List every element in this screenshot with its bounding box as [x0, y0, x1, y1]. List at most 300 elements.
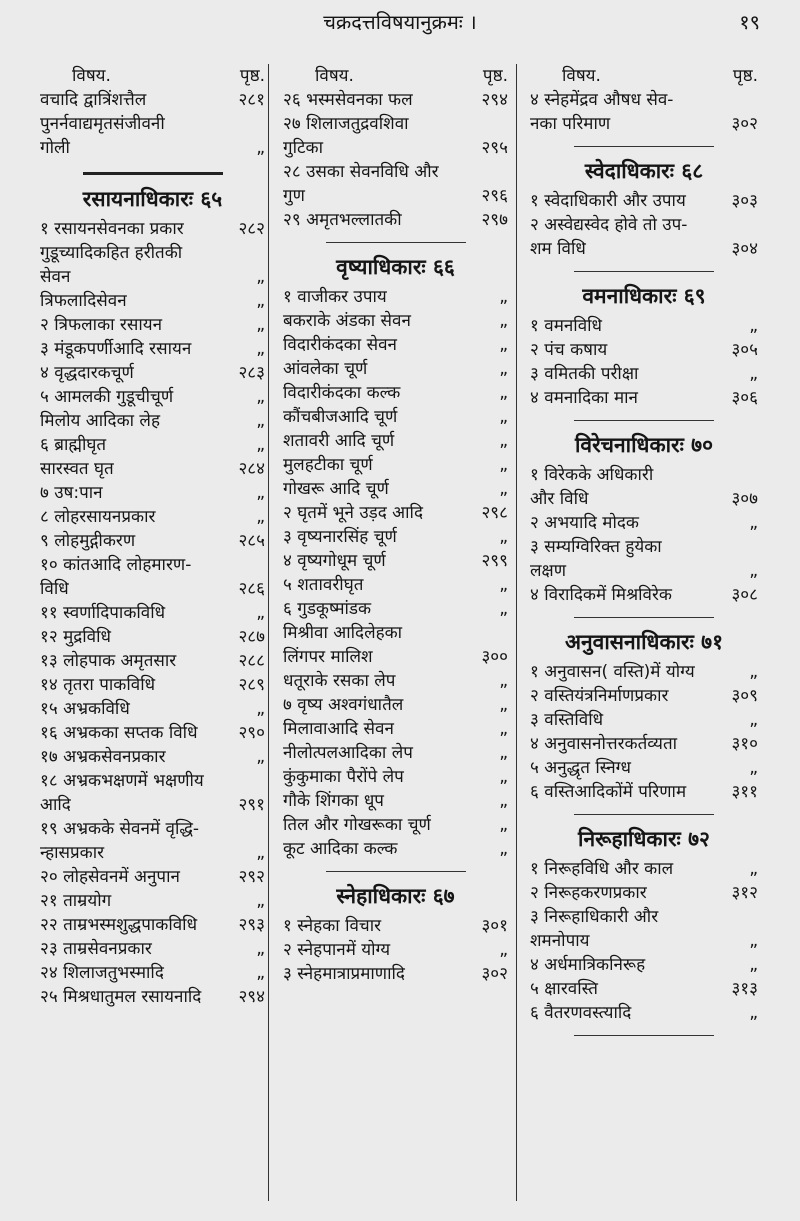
toc-entry	[530, 660, 758, 684]
entry-label: ३ मंडूकपर्णीआदि रसायन	[40, 339, 192, 359]
toc-entry	[530, 189, 758, 213]
toc-entry	[530, 463, 758, 487]
entry-label: लिंगपर मालिश	[283, 647, 373, 667]
column-3	[530, 64, 758, 1046]
entry-label: २३ ताम्रसेवनप्रकार	[40, 939, 152, 959]
entry-page: „	[256, 291, 265, 311]
section-rule	[326, 871, 466, 872]
toc-entry	[530, 112, 758, 136]
toc-entry	[283, 938, 508, 962]
section-rule	[326, 242, 466, 243]
entry-page: „	[499, 743, 508, 763]
entry-page: ३०६	[731, 388, 758, 408]
entry-label: ५ आमलकी गुडूचीचूर्ण	[40, 387, 174, 407]
entry-page: „	[499, 575, 508, 595]
entry-label: मिलावाआदि सेवन	[283, 719, 394, 739]
entry-page: „	[749, 316, 758, 336]
entry-list	[530, 88, 758, 136]
entry-page: „	[256, 435, 265, 455]
entry-page: „	[499, 311, 508, 331]
entry-label: २ घृतमें भूने उड़द आदि	[283, 503, 423, 523]
toc-entry	[283, 477, 508, 501]
entry-page: ३०२	[481, 964, 508, 984]
entry-page: „	[499, 940, 508, 960]
toc-entry	[283, 962, 508, 986]
entry-page: २९६	[481, 186, 508, 206]
entry-label: २५ मिश्रधातुमल रसायनादि	[40, 987, 202, 1007]
entry-label: १ अनुवासन( वस्ति)में योग्य	[530, 662, 695, 682]
toc-entry	[283, 597, 508, 621]
entry-page: ३०४	[731, 239, 758, 259]
entry-page: „	[256, 603, 265, 623]
toc-entry	[530, 977, 758, 1001]
toc-entry	[283, 813, 508, 837]
column-head	[40, 64, 265, 88]
column-head-page: पृष्ठ.	[239, 66, 265, 86]
entry-page: २९४	[481, 90, 508, 110]
entry-page: „	[499, 335, 508, 355]
entry-list	[530, 463, 758, 607]
entry-page: „	[499, 695, 508, 715]
column-1	[40, 64, 265, 1009]
entry-label: धतूराके रसका लेप	[283, 671, 396, 691]
entry-label: ७ उष:पान	[40, 483, 103, 503]
toc-entry	[283, 184, 508, 208]
entry-list	[530, 660, 758, 804]
entry-label: शमनोपाय	[530, 931, 590, 951]
entry-page: ३००	[481, 647, 508, 667]
toc-entry	[283, 717, 508, 741]
entry-page: „	[499, 671, 508, 691]
entry-label: १७ अभ्रकसेवनप्रकार	[40, 747, 166, 767]
entry-label: १५ अभ्रकविधि	[40, 699, 130, 719]
entry-list	[40, 88, 265, 160]
toc-entry	[40, 505, 265, 529]
entry-label: गुण	[283, 186, 305, 206]
entry-label: ३ निरूहाधिकारी और	[530, 907, 659, 927]
entry-label: २ पंच कषाय	[530, 340, 608, 360]
entry-label: ३ वमितकी परीक्षा	[530, 364, 639, 384]
toc-entry	[530, 881, 758, 905]
entry-label: २ त्रिफलाका रसायन	[40, 315, 163, 335]
toc-entry	[283, 573, 508, 597]
toc-entry	[530, 511, 758, 535]
toc-entry	[40, 601, 265, 625]
entry-page: „	[749, 513, 758, 533]
entry-page: „	[749, 1003, 758, 1023]
toc-entry	[40, 721, 265, 745]
entry-label: वचादि द्वात्रिंशत्तैल	[40, 90, 147, 110]
entry-page: २८७	[238, 627, 265, 647]
entry-label: ५ अनुद्धृत स्निग्ध	[530, 758, 631, 778]
entry-page: „	[256, 843, 265, 863]
entry-label: १ स्वेदाधिकारी और उपाय	[530, 191, 686, 211]
entry-label: बकराके अंडका सेवन	[283, 311, 411, 331]
toc-entry	[530, 88, 758, 112]
toc-entry	[283, 693, 508, 717]
toc-entry	[530, 362, 758, 386]
toc-entry	[530, 338, 758, 362]
section-rule	[574, 617, 714, 618]
entry-page: „	[499, 791, 508, 811]
entry-label: १० कांतआदि लोहमारण-	[40, 555, 192, 575]
entry-label: २ स्नेहपानमें योग्य	[283, 940, 391, 960]
column-divider	[516, 64, 517, 1201]
entry-label: ३ वृष्यनारसिंह चूर्ण	[283, 527, 397, 547]
entry-page: २८२	[238, 219, 265, 239]
entry-list	[530, 857, 758, 1025]
entry-label: शम विधि	[530, 239, 586, 259]
toc-entry	[283, 405, 508, 429]
entry-label: २८ उसका सेवनविधि और	[283, 162, 439, 182]
entry-page: २९५	[481, 138, 508, 158]
toc-entry	[283, 669, 508, 693]
entry-page: „	[499, 407, 508, 427]
toc-entry	[40, 241, 265, 265]
toc-entry	[40, 625, 265, 649]
entry-label: सेवन	[40, 267, 71, 287]
toc-entry	[283, 645, 508, 669]
toc-entry	[530, 905, 758, 929]
section-rule	[574, 420, 714, 421]
toc-entry	[530, 213, 758, 237]
entry-page: ३०५	[731, 340, 758, 360]
chapter-title: स्नेहाधिकारः ६७	[336, 884, 455, 908]
toc-entry	[530, 857, 758, 881]
section-rule	[574, 271, 714, 272]
entry-label: ३ वस्तिविधि	[530, 710, 604, 730]
entry-label: २४ शिलाजतुभस्मादि	[40, 963, 164, 983]
entry-label: ६ गुडकूष्मांडक	[283, 599, 372, 619]
entry-label: १३ लोहपाक अमृतसार	[40, 651, 177, 671]
toc-entry	[40, 217, 265, 241]
entry-page: „	[256, 891, 265, 911]
entry-label: आंवलेका चूर्ण	[283, 359, 368, 379]
toc-entry	[283, 285, 508, 309]
entry-label: ३ सम्यग्विरिक्त हुयेका	[530, 537, 662, 557]
section-rule	[574, 146, 714, 147]
toc-entry	[530, 535, 758, 559]
entry-label: विधि	[40, 579, 69, 599]
toc-entry	[40, 481, 265, 505]
column-head-subject: विषय.	[72, 66, 111, 86]
entry-label: ६ वैतरणवस्त्यादि	[530, 1003, 632, 1023]
entry-label: नीलोत्पलआदिका लेप	[283, 743, 413, 763]
toc-entry	[530, 953, 758, 977]
entry-page: „	[256, 507, 265, 527]
chapter-list	[530, 146, 758, 1036]
entry-label: ४ स्नेहमेंद्रव औषध सेव-	[530, 90, 674, 110]
entry-page: „	[749, 662, 758, 682]
entry-label: १२ मुद्रविधि	[40, 627, 111, 647]
toc-entry	[530, 756, 758, 780]
toc-entry	[40, 673, 265, 697]
chapter-title: अनुवासनाधिकारः ७१	[564, 630, 723, 654]
toc-entry	[40, 937, 265, 961]
entry-label: ३ स्नेहमात्राप्रमाणादि	[283, 964, 405, 984]
entry-page: „	[749, 931, 758, 951]
toc-entry	[530, 1001, 758, 1025]
entry-page: २८५	[238, 531, 265, 551]
toc-entry	[40, 433, 265, 457]
entry-page: „	[256, 138, 265, 158]
entry-label: नका परिमाण	[530, 114, 611, 134]
toc-entry	[283, 429, 508, 453]
toc-entry	[283, 208, 508, 232]
column-head-page: पृष्ठ.	[732, 66, 758, 86]
toc-entry	[40, 409, 265, 433]
entry-label: विदारीकंदका सेवन	[283, 335, 397, 355]
entry-page: „	[749, 955, 758, 975]
entry-label: ४ अर्धमात्रिकनिरूह	[530, 955, 646, 975]
entry-page: „	[499, 599, 508, 619]
entry-page: २९७	[481, 210, 508, 230]
entry-page: ३१०	[731, 734, 758, 754]
toc-entry	[40, 361, 265, 385]
toc-entry	[40, 697, 265, 721]
entry-label: २७ शिलाजतुद्रवशिवा	[283, 114, 409, 134]
toc-entry	[283, 525, 508, 549]
toc-entry	[40, 529, 265, 553]
entry-label: ४ अनुवासनोत्तरकर्तव्यता	[530, 734, 678, 754]
entry-label: ११ स्वर्णादिपाकविधि	[40, 603, 166, 623]
entry-page: ३०९	[731, 686, 758, 706]
entry-label: और विधि	[530, 489, 589, 509]
entry-page: २९०	[238, 723, 265, 743]
entry-page: „	[499, 287, 508, 307]
entry-page: २९३	[238, 915, 265, 935]
toc-entry	[283, 789, 508, 813]
column-head	[283, 64, 508, 88]
entry-label: १ निरूहविधि और काल	[530, 859, 674, 879]
entry-label: कौंचबीजआदि चूर्ण	[283, 407, 398, 427]
entry-label: मिलोय आदिका लेह	[40, 411, 160, 431]
entry-label: शतावरी आदि चूर्ण	[283, 431, 395, 451]
entry-page: ३१२	[731, 883, 758, 903]
entry-label: गौके शिंगका धूप	[283, 791, 384, 811]
toc-entry	[40, 88, 265, 112]
toc-entry	[283, 549, 508, 573]
entry-page: „	[256, 483, 265, 503]
entry-list	[40, 217, 265, 1009]
toc-entry	[530, 583, 758, 607]
entry-page: ३०३	[731, 191, 758, 211]
chapter-title: वृष्याधिकारः ६६	[336, 255, 455, 279]
entry-list	[283, 285, 508, 861]
entry-label: ७ वृष्य अश्वगंधातैल	[283, 695, 404, 715]
entry-page: „	[499, 479, 508, 499]
entry-label: १ वाजीकर उपाय	[283, 287, 387, 307]
entry-label: मिश्रीवा आदिलेहका	[283, 623, 403, 643]
toc-entry	[283, 160, 508, 184]
column-head	[530, 64, 758, 88]
entry-label: २ अस्वेद्यस्वेद होवे तो उप-	[530, 215, 688, 235]
entry-label: गुडूच्यादिकहित हरीतकी	[40, 243, 183, 263]
entry-label: २१ ताम्रयोग	[40, 891, 112, 911]
entry-page: २९९	[481, 551, 508, 571]
toc-entry	[530, 314, 758, 338]
toc-entry	[283, 309, 508, 333]
toc-entry	[530, 487, 758, 511]
entry-page: „	[749, 710, 758, 730]
entry-label: २ अभयादि मोदक	[530, 513, 639, 533]
entry-page: „	[256, 411, 265, 431]
chapter-title: वमनाधिकारः ६९	[582, 284, 706, 308]
entry-page: ३१३	[731, 979, 758, 999]
column-2	[283, 64, 508, 986]
entry-label: २२ ताम्रभस्मशुद्धपाकविधि	[40, 915, 198, 935]
entry-page: „	[499, 359, 508, 379]
column-head-page: पृष्ठ.	[482, 66, 508, 86]
entry-label: १९ अभ्रकके सेवनमें वृद्धि-	[40, 819, 200, 839]
toc-entry	[40, 385, 265, 409]
entry-label: सारस्वत घृत	[40, 459, 114, 479]
toc-entry	[283, 741, 508, 765]
toc-entry	[283, 381, 508, 405]
entry-page: „	[499, 455, 508, 475]
entry-label: ४ विरादिकमें मिश्रविरेक	[530, 585, 672, 605]
entry-page: „	[749, 364, 758, 384]
page-header	[0, 0, 800, 48]
entry-page: २८१	[238, 90, 265, 110]
entry-page: ३११	[731, 782, 758, 802]
entry-label: ८ लोहरसायनप्रकार	[40, 507, 156, 527]
entry-page: „	[256, 339, 265, 359]
entry-page: „	[499, 527, 508, 547]
toc-entry	[283, 357, 508, 381]
toc-entry	[40, 649, 265, 673]
toc-entry	[40, 112, 265, 136]
entry-page: ३०८	[731, 585, 758, 605]
toc-entry	[530, 732, 758, 756]
entry-page: „	[749, 758, 758, 778]
entry-list	[530, 314, 758, 410]
entry-page: २८३	[238, 363, 265, 383]
toc-entry	[40, 745, 265, 769]
toc-entry	[283, 453, 508, 477]
entry-page: „	[256, 267, 265, 287]
entry-page: „	[256, 699, 265, 719]
entry-label: ५ क्षारवस्ति	[530, 979, 598, 999]
entry-label: १४ तृतरा पाकविधि	[40, 675, 156, 695]
entry-label: ६ ब्राह्मीघृत	[40, 435, 107, 455]
entry-label: १६ अभ्रकका सप्तक विधि	[40, 723, 198, 743]
toc-entry	[530, 386, 758, 410]
toc-entry	[40, 793, 265, 817]
entry-page: „	[256, 315, 265, 335]
toc-entry	[40, 265, 265, 289]
entry-page: „	[749, 561, 758, 581]
entry-label: गोखरू आदि चूर्ण	[283, 479, 389, 499]
toc-entry	[40, 553, 265, 577]
entry-label: कुंकुमाका पैरोंपे लेप	[283, 767, 404, 787]
entry-page: „	[256, 939, 265, 959]
entry-list	[283, 914, 508, 986]
entry-page: „	[256, 747, 265, 767]
toc-entry	[530, 559, 758, 583]
entry-label: आदि	[40, 795, 71, 815]
toc-entry	[40, 136, 265, 160]
toc-entry	[283, 88, 508, 112]
toc-entry	[283, 621, 508, 645]
toc-entry	[283, 501, 508, 525]
entry-label: १८ अभ्रकभक्षणमें भक्षणीय	[40, 771, 204, 791]
entry-label: तिल और गोखरूका चूर्ण	[283, 815, 431, 835]
toc-entry	[283, 914, 508, 938]
entry-list	[283, 88, 508, 232]
chapter-title: रसायनाधिकारः ६५	[82, 187, 223, 211]
entry-page: २८६	[238, 579, 265, 599]
entry-page: ३०१	[481, 916, 508, 936]
chapter-title: निरूहाधिकारः ७२	[578, 827, 710, 851]
toc-entry	[40, 889, 265, 913]
entry-label: २ वस्तियंत्रनिर्माणप्रकार	[530, 686, 669, 706]
entry-label: २ निरूहकरणप्रकार	[530, 883, 647, 903]
entry-page: „	[499, 383, 508, 403]
entry-page: २९१	[238, 795, 265, 815]
entry-label: ९ लोहमुद्गीकरण	[40, 531, 136, 551]
entry-page: „	[256, 963, 265, 983]
entry-label: १ वमनविधि	[530, 316, 603, 336]
entry-label: लक्षण	[530, 561, 567, 581]
entry-page: „	[499, 839, 508, 859]
entry-label: विदारीकंदका कल्क	[283, 383, 401, 403]
toc-entry	[40, 841, 265, 865]
toc-entry	[283, 333, 508, 357]
toc-entry	[40, 961, 265, 985]
toc-entry	[40, 817, 265, 841]
entry-page: २८९	[238, 675, 265, 695]
entry-page: „	[499, 767, 508, 787]
entry-page: २९८	[481, 503, 508, 523]
toc-entry	[283, 112, 508, 136]
entry-label: ४ वमनादिका मान	[530, 388, 638, 408]
entry-page: २९४	[238, 987, 265, 1007]
entry-label: १ रसायनसेवनका प्रकार	[40, 219, 184, 239]
entry-label: गुटिका	[283, 138, 324, 158]
entry-label: ४ वृष्यगोधूम चूर्ण	[283, 551, 386, 571]
toc-entry	[40, 985, 265, 1009]
page-number: १९	[739, 10, 760, 34]
entry-page: २८४	[238, 459, 265, 479]
toc-entry	[530, 708, 758, 732]
toc-entry	[530, 929, 758, 953]
running-title: चक्रदत्तविषयानुक्रमः ।	[323, 10, 477, 34]
entry-label: ४ वृद्धदारकचूर्ण	[40, 363, 134, 383]
entry-page: २८८	[238, 651, 265, 671]
entry-list	[530, 189, 758, 261]
toc-entry	[283, 136, 508, 160]
toc-entry	[530, 780, 758, 804]
toc-entry	[530, 684, 758, 708]
section-rule	[83, 172, 223, 175]
toc-entry	[40, 865, 265, 889]
entry-label: मुलहटीका चूर्ण	[283, 455, 373, 475]
entry-page: „	[749, 859, 758, 879]
entry-page: ३०२	[731, 114, 758, 134]
entry-page: ३०७	[731, 489, 758, 509]
section-rule	[574, 814, 714, 815]
entry-page: „	[499, 815, 508, 835]
toc-entry	[530, 237, 758, 261]
entry-label: त्रिफलादिसेवन	[40, 291, 127, 311]
entry-label: ६ वस्तिआदिकोंमें परिणाम	[530, 782, 687, 802]
toc-entry	[40, 337, 265, 361]
entry-page: „	[499, 431, 508, 451]
column-head-subject: विषय.	[315, 66, 354, 86]
entry-page: „	[499, 719, 508, 739]
entry-label: गोली	[40, 138, 70, 158]
